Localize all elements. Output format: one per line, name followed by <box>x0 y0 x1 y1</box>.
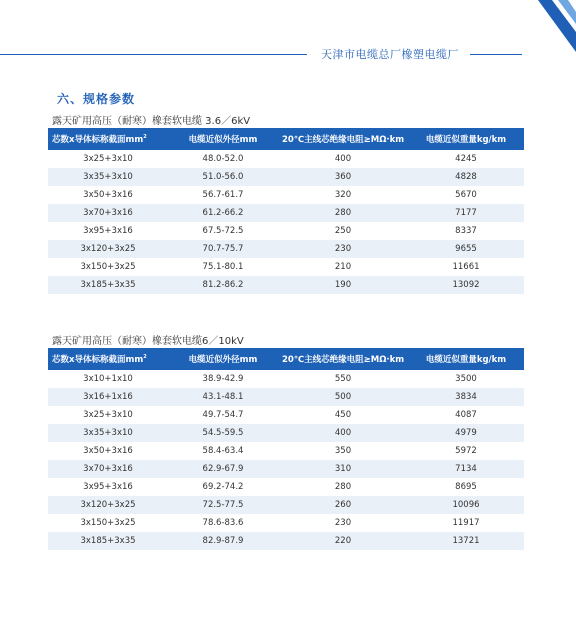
table-cell: 3x50+3x16 <box>48 442 168 460</box>
header-rule-left <box>0 54 307 55</box>
column-header: 电缆近似重量kg/km <box>408 128 524 150</box>
table-row <box>48 168 524 186</box>
table-cell: 210 <box>278 258 408 276</box>
table-cell: 3x25+3x10 <box>48 150 168 168</box>
table-cell: 43.1-48.1 <box>168 388 278 406</box>
table-cell: 3x120+3x25 <box>48 496 168 514</box>
table-cell: 500 <box>278 388 408 406</box>
section-title: 六、规格参数 <box>57 92 136 106</box>
table-cell: 3x185+3x35 <box>48 532 168 550</box>
table-cell: 7134 <box>408 460 524 478</box>
table-cell: 190 <box>278 276 408 294</box>
table-cell: 400 <box>278 150 408 168</box>
table-cell: 81.2-86.2 <box>168 276 278 294</box>
table-cell: 56.7-61.7 <box>168 186 278 204</box>
table-cell: 280 <box>278 204 408 222</box>
company-name: 天津市电缆总厂橡塑电缆厂 <box>321 48 459 61</box>
table-cell: 75.1-80.1 <box>168 258 278 276</box>
table-row <box>48 478 524 496</box>
table-cell: 260 <box>278 496 408 514</box>
table-cell: 320 <box>278 186 408 204</box>
table-cell: 3x95+3x16 <box>48 478 168 496</box>
table-cell: 350 <box>278 442 408 460</box>
table-cell: 48.0-52.0 <box>168 150 278 168</box>
table-cell: 13092 <box>408 276 524 294</box>
column-header: 芯数x导体标称截面$mm^2$ <box>48 348 168 370</box>
table-cell: 3x50+3x16 <box>48 186 168 204</box>
table-cell: 5670 <box>408 186 524 204</box>
column-header: 芯数x导体标称截面$mm^2$ <box>48 128 168 150</box>
table-header-row <box>48 348 524 370</box>
table-cell: 51.0-56.0 <box>168 168 278 186</box>
column-header: 电缆近似外径mm <box>168 348 278 370</box>
table-cell: 72.5-77.5 <box>168 496 278 514</box>
column-header: 电缆近似重量kg/km <box>408 348 524 370</box>
table-row <box>48 150 524 168</box>
column-header: 20℃主线芯绝缘电阻≥MΩ·km <box>278 348 408 370</box>
table-cell: 8337 <box>408 222 524 240</box>
table-cell: 67.5-72.5 <box>168 222 278 240</box>
table-cell: 230 <box>278 240 408 258</box>
table-row <box>48 496 524 514</box>
table-cell: 4245 <box>408 150 524 168</box>
table-caption: 露天矿用高压（耐寒）橡套软电缆 3.6／6kV <box>52 116 251 127</box>
table-cell: 54.5-59.5 <box>168 424 278 442</box>
table-cell: 3x120+3x25 <box>48 240 168 258</box>
table-cell: 280 <box>278 478 408 496</box>
table-cell: 49.7-54.7 <box>168 406 278 424</box>
table-cell: 62.9-67.9 <box>168 460 278 478</box>
table-cell: 3x150+3x25 <box>48 258 168 276</box>
table-row <box>48 204 524 222</box>
table-cell: 3x35+3x10 <box>48 424 168 442</box>
table-caption: 露天矿用高压（耐寒）橡套软电缆6／10kV <box>52 336 244 347</box>
table-cell: 400 <box>278 424 408 442</box>
table-cell: 11661 <box>408 258 524 276</box>
table-cell: 3x95+3x16 <box>48 222 168 240</box>
table-row <box>48 186 524 204</box>
table-cell: 4828 <box>408 168 524 186</box>
table-cell: 3x70+3x16 <box>48 204 168 222</box>
table-cell: 11917 <box>408 514 524 532</box>
header-rule-right <box>470 54 522 55</box>
table-row <box>48 276 524 294</box>
table-cell: 360 <box>278 168 408 186</box>
table-cell: 3834 <box>408 388 524 406</box>
table-cell: 9655 <box>408 240 524 258</box>
table-cell: 3x10+1x10 <box>48 370 168 388</box>
table-cell: 3x185+3x35 <box>48 276 168 294</box>
table-cell: 3x25+3x10 <box>48 406 168 424</box>
table-cell: 61.2-66.2 <box>168 204 278 222</box>
table-cell: 3x150+3x25 <box>48 514 168 532</box>
column-header: 20℃主线芯绝缘电阻≥MΩ·km <box>278 128 408 150</box>
table-row <box>48 460 524 478</box>
table-cell: 250 <box>278 222 408 240</box>
corner-stripe-decoration <box>516 0 576 60</box>
table-cell: 82.9-87.9 <box>168 532 278 550</box>
table-cell: 38.9-42.9 <box>168 370 278 388</box>
table-cell: 220 <box>278 532 408 550</box>
table-cell: 230 <box>278 514 408 532</box>
table-cell: 7177 <box>408 204 524 222</box>
table-row <box>48 424 524 442</box>
table-cell: 70.7-75.7 <box>168 240 278 258</box>
table-cell: 3500 <box>408 370 524 388</box>
table-row <box>48 532 524 550</box>
table-cell: 3x16+1x16 <box>48 388 168 406</box>
column-header: 电缆近似外径mm <box>168 128 278 150</box>
table-cell: 69.2-74.2 <box>168 478 278 496</box>
table-cell: 4087 <box>408 406 524 424</box>
table-header-row <box>48 128 524 150</box>
spec-table <box>48 128 524 294</box>
table-cell: 310 <box>278 460 408 478</box>
table-cell: 78.6-83.6 <box>168 514 278 532</box>
spec-table <box>48 348 524 550</box>
table-cell: 13721 <box>408 532 524 550</box>
table-cell: 550 <box>278 370 408 388</box>
table-cell: 8695 <box>408 478 524 496</box>
table-row <box>48 258 524 276</box>
table-row <box>48 240 524 258</box>
table-cell: 10096 <box>408 496 524 514</box>
table-cell: 5972 <box>408 442 524 460</box>
table-cell: 58.4-63.4 <box>168 442 278 460</box>
table-row <box>48 514 524 532</box>
table-cell: 3x70+3x16 <box>48 460 168 478</box>
table-row <box>48 370 524 388</box>
table-cell: 450 <box>278 406 408 424</box>
table-row <box>48 442 524 460</box>
table-row <box>48 222 524 240</box>
table-row <box>48 406 524 424</box>
table-cell: 3x35+3x10 <box>48 168 168 186</box>
table-row <box>48 388 524 406</box>
table-cell: 4979 <box>408 424 524 442</box>
